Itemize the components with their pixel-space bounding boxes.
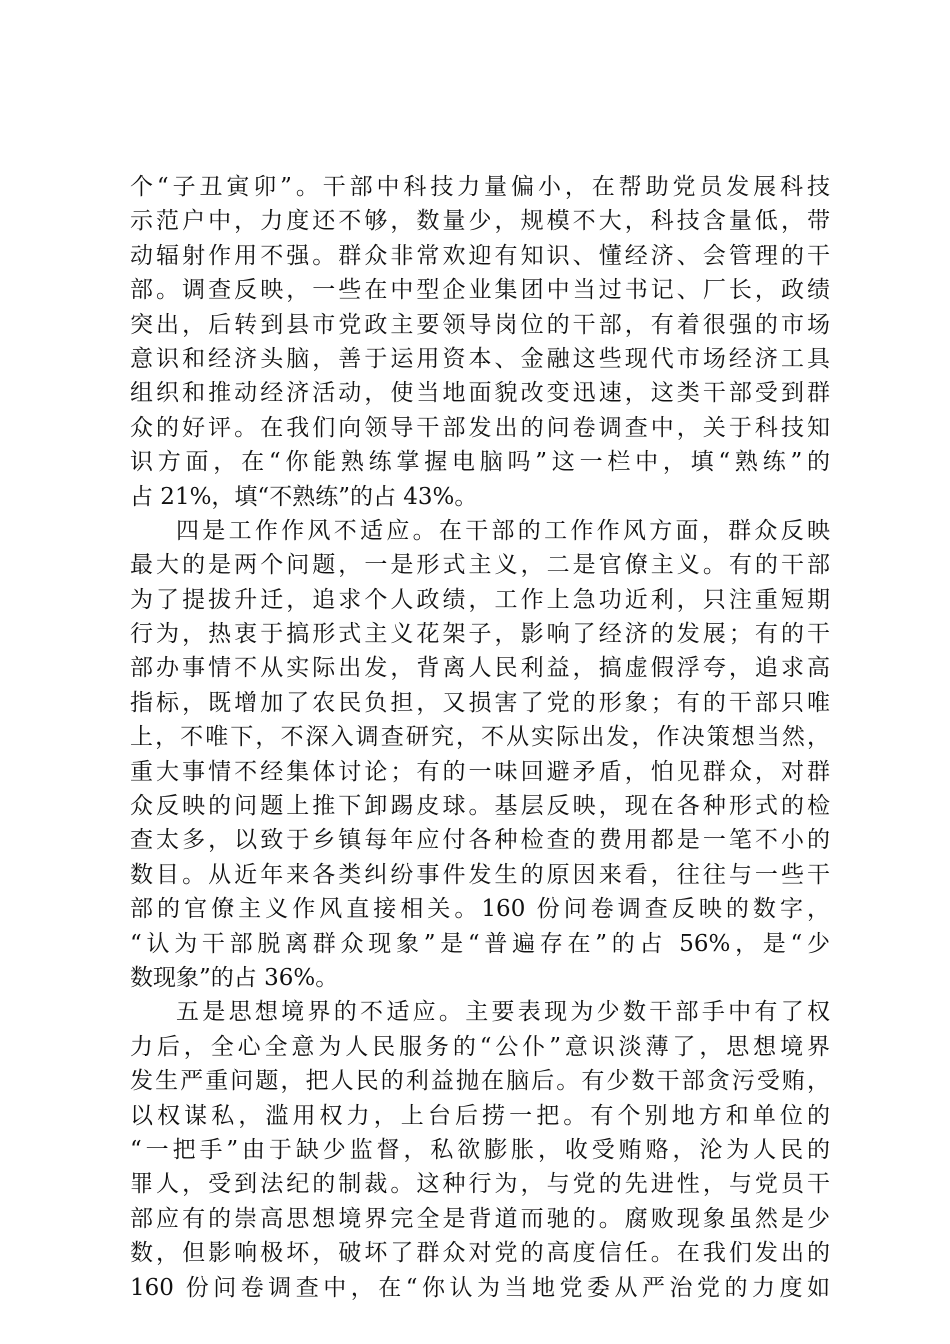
text-line: 重大事情不经集体讨论；有的一味回避矛盾，怕见群众，对群: [130, 758, 830, 785]
text-line: 占 21%，填“不熟练”的占 43%。: [130, 483, 478, 510]
text-line: 数现象”的占 36%。: [130, 964, 339, 991]
text-line: 识方面，在“你能熟练掌握电脑吗”这一栏中，填“熟练”的: [130, 449, 830, 476]
text-line: 为了提拔升迁，追求个人政绩，工作上急功近利，只注重短期: [130, 586, 830, 613]
text-line: 众反映的问题上推下卸踢皮球。基层反映，现在各种形式的检: [130, 793, 830, 820]
text-line: 查太多，以致于乡镇每年应付各种检查的费用都是一笔不小的: [130, 827, 830, 854]
text-line: 组织和推动经济活动，使当地面貌改变迅速，这类干部受到群: [130, 380, 830, 407]
text-line: “认为干部脱离群众现象”是“普遍存在”的占 56%，是“少: [130, 930, 830, 957]
text-line: 数，但影响极坏，破坏了群众对党的高度信任。在我们发出的: [130, 1240, 830, 1267]
text-line: 以权谋私，滥用权力，上台后捞一把。有个别地方和单位的: [130, 1102, 830, 1129]
text-line: 发生严重问题，把人民的利益抛在脑后。有少数干部贪污受贿，: [130, 1068, 830, 1095]
text-line: 部的官僚主义作风直接相关。160 份问卷调查反映的数字，: [130, 896, 830, 923]
text-line: 部办事情不从实际出发，背离人民利益，搞虚假浮夸，追求高: [130, 655, 830, 682]
text-line: 突出，后转到县市党政主要领导岗位的干部，有着很强的市场: [130, 311, 830, 338]
text-line: 最大的是两个问题，一是形式主义，二是官僚主义。有的干部: [130, 552, 830, 579]
paragraph: [130, 514, 830, 995]
text-line: 五是思想境界的不适应。主要表现为少数干部手中有了权: [176, 999, 830, 1026]
text-line: 个“子丑寅卯”。干部中科技力量偏小，在帮助党员发展科技: [130, 174, 830, 200]
text-line: 众的好评。在我们向领导干部发出的问卷调查中，关于科技知: [130, 414, 830, 441]
text-line: 数目。从近年来各类纠纷事件发生的原因来看，往往与一些干: [130, 861, 830, 888]
text-line: 四是工作作风不适应。在干部的工作作风方面，群众反映: [176, 517, 830, 544]
text-line: 行为，热衷于搞形式主义花架子，影响了经济的发展；有的干: [130, 621, 830, 648]
text-line: 部应有的崇高思想境界完全是背道而驰的。腐败现象虽然是少: [130, 1205, 830, 1232]
text-line: 160 份问卷调查中，在“你认为当地党委从严治党的力度如: [130, 1274, 830, 1301]
paragraph: [130, 170, 830, 514]
text-line: 指标，既增加了农民负担，又损害了党的形象；有的干部只唯: [130, 689, 830, 716]
text-line: 上，不唯下，不深入调查研究，不从实际出发，作决策想当然，: [130, 724, 830, 751]
text-line: 罪人，受到法纪的制裁。这种行为，与党的先进性，与党员干: [130, 1171, 830, 1198]
text-line: 意识和经济头脑，善于运用资本、金融这些现代市场经济工具: [130, 345, 830, 372]
text-line: 部。调查反映，一些在中型企业集团中当过书记、厂长，政绩: [130, 277, 830, 304]
text-line: 动辐射作用不强。群众非常欢迎有知识、懂经济、会管理的干: [130, 242, 830, 269]
paragraph: [130, 995, 830, 1305]
document-body-text: [130, 170, 830, 1305]
text-line: “一把手”由于缺少监督，私欲膨胀，收受贿赂，沦为人民的: [130, 1136, 830, 1163]
text-line: 力后，全心全意为人民服务的“公仆”意识淡薄了，思想境界: [130, 1033, 830, 1060]
text-line: 示范户中，力度还不够，数量少，规模不大，科技含量低，带: [130, 208, 830, 235]
